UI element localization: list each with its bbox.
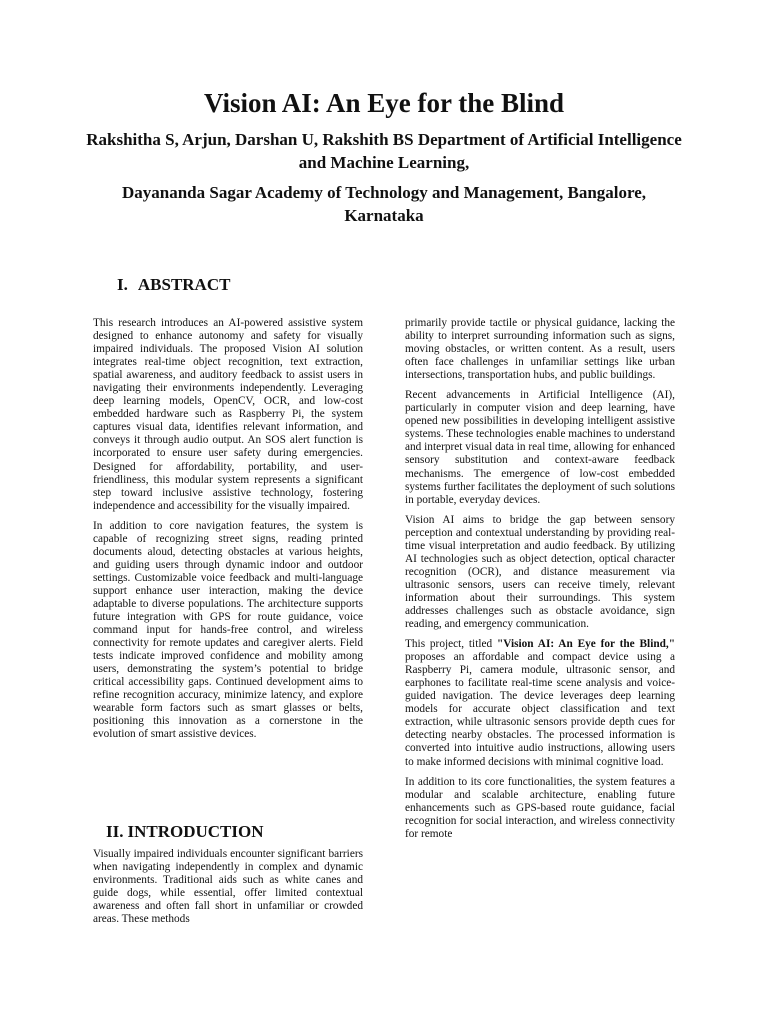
- introduction-body: [93, 848, 363, 933]
- project-intro-text: This project, titled: [405, 638, 497, 651]
- abstract-paragraph-2: In addition to core navigation features, the system is capable of recognizing street signs, reading printed documents aloud, detecting obstacles at various heights, and guiding users through dynamic indoor and outdoor settings. Customizable voice feedback and multi-language support enhance user interaction, making the device adaptable to diverse populations. The architecture supports future integration with GPS for route guidance, voice command input for hands-free control, and wireless connectivity for remote updates and caregiver alerts. Field tests indicate improved confidence and mobility among users, demonstrating the system’s potential to bridge critical accessibility gaps. Continued development aims to refine recognition accuracy, minimize latency, and explore wearable form factors such as smart glasses or belts, positioning this innovation as a cornerstone in the evolution of smart assistive devices.: [93, 519, 363, 741]
- abstract-paragraph-1: This research introduces an AI-powered assistive system designed to enhance autonomy and safety for visually impaired individuals. The proposed Vision AI solution integrates real-time object recognition, text extraction, spatial awareness, and auditory feedback to assist users in navigating their environments independently. Leveraging deep learning models, OpenCV, OCR, and low-cost embedded hardware such as Raspberry Pi, the system captures visual data, identifies relevant information, and conveys it through audio output. An SOS alert function is incorporated to ensure user safety during emergencies. Designed for affordability, portability, and user-friendliness, this modular system represents a significant step toward inclusive assistive technology, fostering independence and accessibility for the visually impaired.: [93, 317, 363, 512]
- column2-paragraph-1: primarily provide tactile or physical guidance, lacking the ability to interpret surrounding information such as signs, moving obstacles, or written content. As a result, users often face challenges in unfamiliar settings like urban intersections, transportation hubs, and public buildings.: [405, 317, 675, 382]
- column-2-body: [405, 317, 675, 848]
- introduction-heading-number: II.: [106, 822, 124, 841]
- introduction-paragraph-1: Visually impaired individuals encounter significant barriers when navigating independently in complex and dynamic environments. Traditional aids such as white canes and guide dogs, while essential, offer limited contextual awareness and often fall short in unfamiliar or crowded areas. These methods: [93, 848, 363, 926]
- abstract-heading: [117, 274, 230, 296]
- project-title-text: "Vision AI: An Eye for the Blind,": [496, 638, 675, 651]
- author-line: Rakshitha S, Arjun, Darshan U, Rakshith BS Department of Artificial Intelligence and Machine Learning,: [86, 130, 682, 172]
- paper-title: Vision AI: An Eye for the Blind: [203, 88, 565, 118]
- project-rest-text: proposes an affordable and compact device using a Raspberry Pi, camera module, ultrasonic sensor, and earphones to facilitate real-time scene analysis and voice-guided navigation. The device leverages deep learning models for accurate object classification and text extraction, while ultrasonic sensors provide depth cues for detecting nearby obstacles. The processed information is converted into intuitive audio instructions, allowing users to make informed decisions with minimal cognitive load.: [405, 651, 675, 768]
- introduction-heading: [106, 821, 264, 843]
- abstract-body: [93, 317, 363, 749]
- column2-paragraph-2: Recent advancements in Artificial Intelligence (AI), particularly in computer vision and deep learning, have opened new possibilities in developing intelligent assistive systems. These technologies enable machines to understand and interpret visual data in real time, allowing for enhanced sensory substitution and context-aware feedback mechanisms. The emergence of low-cost embedded systems further facilitates the deployment of such solutions in portable, everyday devices.: [405, 389, 675, 506]
- column2-paragraph-5: In addition to its core functionalities, the system features a modular and scalable architecture, enabling future enhancements such as GPS-based route guidance, facial recognition for social interaction, and wireless connectivity for remote: [405, 775, 675, 840]
- abstract-heading-text: ABSTRACT: [137, 275, 231, 294]
- column2-paragraph-3: Vision AI aims to bridge the gap between sensory perception and contextual understanding by providing real-time visual interpretation and audio feedback. By utilizing AI technologies such as object detection, optical character recognition (OCR), and distance measurement via ultrasonic sensors, users can receive timely, relevant information about their surroundings. This system addresses challenges such as obstacle avoidance, sign reading, and emergency communication.: [405, 513, 675, 631]
- abstract-heading-number: I.: [117, 275, 128, 294]
- introduction-heading-text: INTRODUCTION: [127, 822, 264, 841]
- affiliation-line: Dayananda Sagar Academy of Technology and Management, Bangalore, Karnataka: [121, 183, 647, 225]
- column2-paragraph-4: [405, 638, 675, 768]
